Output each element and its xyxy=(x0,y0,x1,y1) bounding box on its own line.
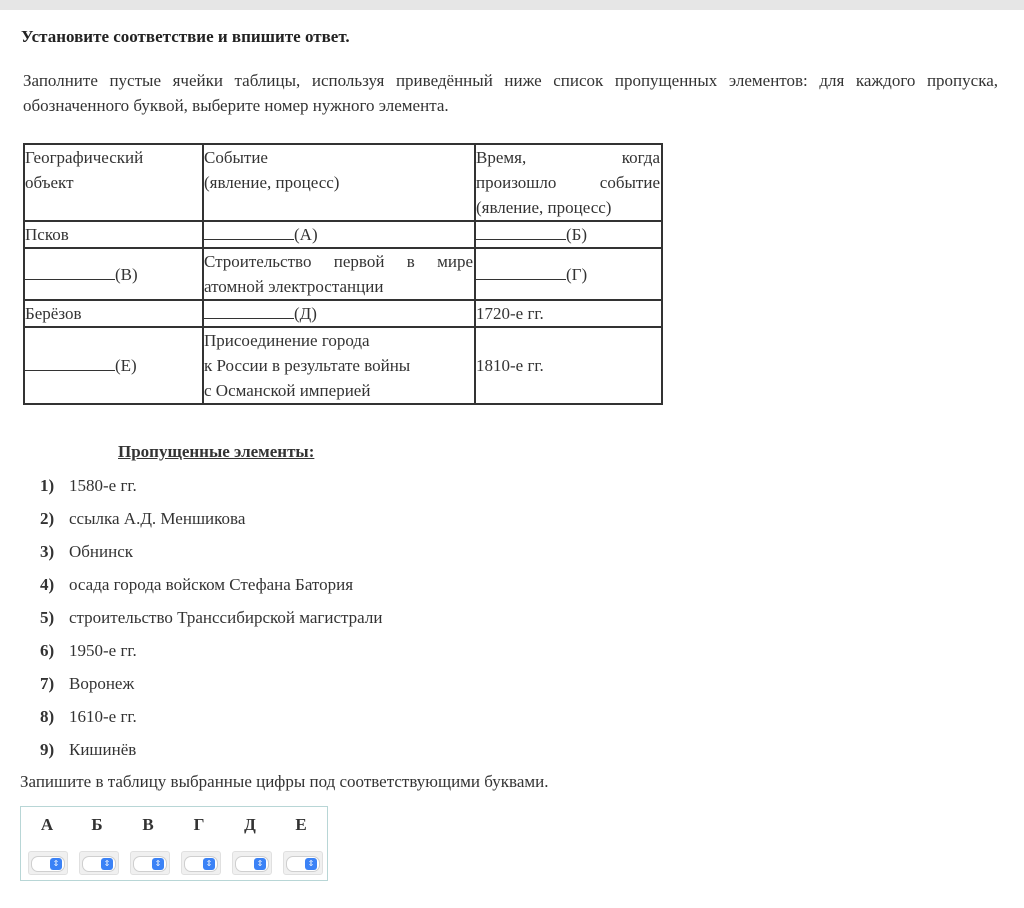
blank-line xyxy=(25,263,115,280)
select-field xyxy=(286,856,320,872)
option-text: Кишинёв xyxy=(69,740,137,759)
header-time xyxy=(475,144,662,221)
select-field xyxy=(82,856,116,872)
header-object-line1: Географический xyxy=(25,148,144,167)
blank-line xyxy=(25,354,115,371)
option-number: 7) xyxy=(40,674,55,693)
table-row xyxy=(24,327,662,404)
answer-letter: Г xyxy=(193,815,205,834)
select-field xyxy=(235,856,269,872)
cell-event xyxy=(203,248,475,300)
select-field xyxy=(31,856,65,872)
answer-select-d[interactable] xyxy=(232,851,272,875)
blank-line xyxy=(204,302,294,319)
answer-column-d xyxy=(225,807,275,837)
cell-event xyxy=(203,221,475,248)
cell-object xyxy=(24,327,203,404)
answer-column-b xyxy=(72,807,122,837)
list-item xyxy=(40,607,382,640)
answer-letter: Д xyxy=(244,815,256,834)
header-event-line2: (явление, процесс) xyxy=(204,173,340,192)
header-event xyxy=(203,144,475,221)
cell-time xyxy=(475,221,662,248)
list-item xyxy=(40,475,382,508)
option-number: 5) xyxy=(40,608,55,627)
option-number: 9) xyxy=(40,740,55,759)
answer-column-v xyxy=(123,807,173,837)
option-text: Обнинск xyxy=(69,542,134,561)
option-number: 8) xyxy=(40,707,55,726)
answer-select-e[interactable] xyxy=(283,851,323,875)
option-text: 1580-е гг. xyxy=(69,476,137,495)
missing-elements-title: Пропущенные элементы: xyxy=(118,442,315,461)
header-object xyxy=(24,144,203,221)
blank-label-a: (А) xyxy=(294,225,318,244)
blank-label-b: (Б) xyxy=(566,225,588,244)
answer-column-a xyxy=(22,807,72,837)
event-line1: Присоединение города xyxy=(204,331,370,350)
updown-arrows-icon: ⇕ xyxy=(50,858,62,870)
select-field xyxy=(184,856,218,872)
option-number: 2) xyxy=(40,509,55,528)
event-line1: Строительство первой в мире xyxy=(204,252,473,271)
options-list xyxy=(40,475,382,772)
option-number: 3) xyxy=(40,542,55,561)
answer-letter: А xyxy=(40,815,54,834)
cell-object xyxy=(24,248,203,300)
table-header-row xyxy=(24,144,662,221)
event-line2: к России в результате войны xyxy=(204,356,411,375)
list-item xyxy=(40,673,382,706)
option-text: ссылка А.Д. Меншикова xyxy=(69,509,246,528)
answer-select-v[interactable] xyxy=(130,851,170,875)
blank-label-g: (Г) xyxy=(566,264,588,284)
header-time-line1: Время, когда xyxy=(476,148,660,167)
table-row xyxy=(24,221,662,248)
blank-line xyxy=(204,223,294,240)
cell-time xyxy=(475,248,662,300)
table-row xyxy=(24,300,662,327)
option-number: 4) xyxy=(40,575,55,594)
cell-event xyxy=(203,327,475,404)
header-time-line2: произошло событие xyxy=(476,173,660,192)
blank-label-d: (Д) xyxy=(294,304,317,323)
answer-select-b[interactable] xyxy=(79,851,119,875)
final-instruction: Запишите в таблицу выбранные цифры под соответствующими буквами. xyxy=(20,772,549,791)
event-line3: с Османской империей xyxy=(204,381,371,400)
answer-column-e xyxy=(276,807,326,837)
answer-column-g xyxy=(174,807,224,837)
top-bar xyxy=(0,0,1024,10)
answer-letter: Е xyxy=(295,815,307,834)
option-text: 1950-е гг. xyxy=(69,641,137,660)
answer-table xyxy=(20,806,328,881)
list-item xyxy=(40,508,382,541)
cell-object: Псков xyxy=(24,221,203,248)
option-number: 1) xyxy=(40,476,55,495)
task-instruction: Установите соответствие и впишите ответ. xyxy=(21,27,350,46)
list-item xyxy=(40,541,382,574)
updown-arrows-icon: ⇕ xyxy=(101,858,113,870)
updown-arrows-icon: ⇕ xyxy=(203,858,215,870)
list-item xyxy=(40,640,382,673)
table-row xyxy=(24,248,662,300)
blank-line xyxy=(476,223,566,240)
answer-select-a[interactable] xyxy=(28,851,68,875)
cell-event xyxy=(203,300,475,327)
option-text: Воронеж xyxy=(69,674,135,693)
cell-time: 1720-е гг. xyxy=(475,300,662,327)
list-item xyxy=(40,706,382,739)
select-field xyxy=(133,856,167,872)
answer-letter: В xyxy=(142,815,154,834)
blank-label-v: (В) xyxy=(115,264,138,284)
option-text: осада города войском Стефана Батория xyxy=(69,575,354,594)
header-object-line2: объект xyxy=(25,173,74,192)
answer-letter: Б xyxy=(91,815,103,834)
header-event-line1: Событие xyxy=(204,148,268,167)
cell-object: Берёзов xyxy=(24,300,203,327)
option-number: 6) xyxy=(40,641,55,660)
option-text: строительство Транссибирской магистрали xyxy=(69,608,383,627)
answer-select-g[interactable] xyxy=(181,851,221,875)
list-item xyxy=(40,574,382,607)
header-time-line3: (явление, процесс) xyxy=(476,198,612,217)
cell-time: 1810-е гг. xyxy=(475,327,662,404)
updown-arrows-icon: ⇕ xyxy=(305,858,317,870)
option-text: 1610-е гг. xyxy=(69,707,137,726)
blank-label-e: (Е) xyxy=(115,356,137,375)
matching-table xyxy=(23,143,663,405)
task-description: Заполните пустые ячейки таблицы, используя приведённый ниже список пропущенных элементов: для каждого пропуска, обозначенного буквой, выберите номер нужного элемента. xyxy=(23,71,998,115)
updown-arrows-icon: ⇕ xyxy=(254,858,266,870)
updown-arrows-icon: ⇕ xyxy=(152,858,164,870)
blank-line xyxy=(476,263,566,280)
list-item xyxy=(40,739,382,772)
event-line2: атомной электростанции xyxy=(204,277,384,296)
